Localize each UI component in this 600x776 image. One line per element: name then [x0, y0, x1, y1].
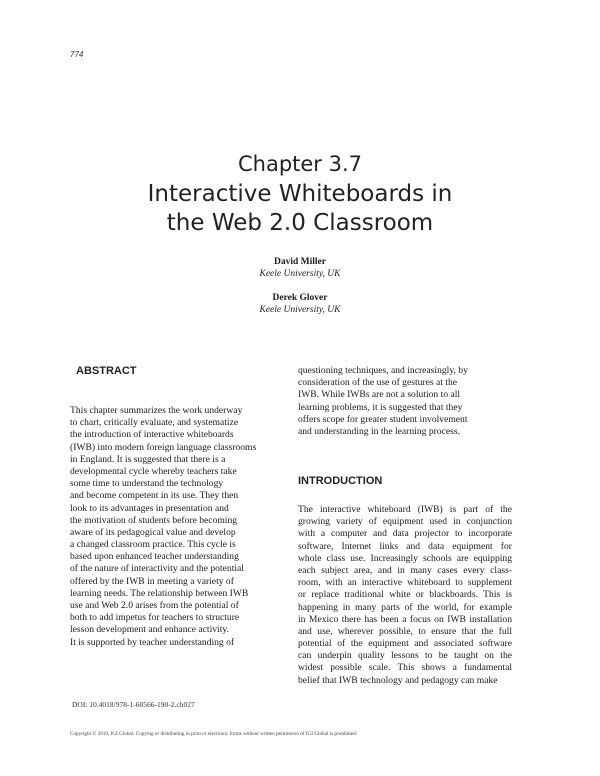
abstract-line: lesson development and enhance activity.	[70, 624, 229, 636]
title-line: the Web 2.0 Classroom	[166, 210, 434, 236]
introduction-line: and use, wherever possible, to ensure that the full	[298, 625, 512, 637]
abstract-line: a changed classroom practice. This cycle is	[70, 539, 236, 551]
abstract-line: (IWB) into modern foreign language classrooms	[70, 441, 257, 453]
introduction-line: The interactive whiteboard (IWB) is part of the	[298, 504, 512, 515]
introduction-line: whole class use. Increasingly schools are equipping	[298, 552, 512, 564]
abstract-body	[70, 405, 282, 649]
abstract-line: offered by the IWB in meeting a variety of	[70, 575, 234, 587]
abstract-line: developmental cycle whereby teachers take	[70, 465, 237, 477]
introduction-line: software, Internet links and data equipment for	[298, 540, 512, 552]
abstract-continued	[298, 365, 510, 438]
doi: DOI: 10.4018/978-1-60566-190-2.ch027	[72, 700, 195, 709]
author-name: Derek Glover	[272, 293, 328, 303]
author-affiliation: Keele University, UK	[259, 305, 341, 315]
introduction-line: or replace traditional white or blackboards. This is	[298, 589, 512, 601]
abstract-line: in England. It is suggested that there is a	[70, 453, 226, 465]
abstract-line: use and Web 2.0 arises from the potential of	[70, 600, 239, 611]
introduction-line: widest possible scale. This shows a fundamental	[298, 662, 512, 674]
abstract-line: and understanding in the learning process.	[298, 425, 460, 437]
abstract-line: questioning techniques, and increasingly, by	[298, 365, 468, 376]
abstract-line: consideration of the use of gestures at the	[298, 377, 458, 389]
author-block	[0, 292, 600, 316]
introduction-line: in Mexico there has been a focus on IWB installation	[298, 613, 512, 625]
introduction-line: growing variety of equipment used in conjunction	[298, 516, 512, 528]
abstract-line: It is supported by teacher understanding of	[70, 636, 235, 648]
introduction-line: belief that IWB technology and pedagogy can make	[298, 674, 498, 686]
abstract-line: offers scope for greater student involvement	[298, 413, 468, 425]
introduction-line: room, with an interactive whiteboard to supplement	[298, 577, 512, 589]
abstract-line: based upon enhanced teacher understanding	[70, 551, 239, 563]
abstract-line: and become competent in its use. They then	[70, 490, 239, 502]
author-block	[0, 256, 600, 280]
abstract-line: the motivation of students before becoming	[70, 514, 238, 526]
introduction-heading: INTRODUCTION	[298, 475, 383, 487]
chapter-title	[0, 180, 600, 238]
abstract-line: of the nature of interactivity and the potential	[70, 563, 244, 575]
copyright-notice: Copyright © 2010, IGI Global. Copying or distributing in print or electronic forms without written permission of IGI Global is prohibited.	[70, 731, 358, 737]
author-affiliation: Keele University, UK	[259, 269, 341, 279]
page-number: 774	[70, 50, 84, 59]
abstract-line: both to add impetus for teachers to structure	[70, 612, 240, 624]
abstract-line: to chart, critically evaluate, and systematize	[70, 417, 239, 429]
abstract-line: aware of its pedagogical value and develop	[70, 526, 236, 538]
introduction-line: can underpin quality lessons to be taught on the	[298, 650, 512, 662]
introduction-line: with a computer and data projector to incorporate	[298, 528, 512, 540]
introduction-body	[298, 504, 512, 687]
abstract-heading: ABSTRACT	[76, 365, 137, 377]
abstract-line: IWB. While IWBs are not a solution to all	[298, 389, 461, 401]
abstract-line: learning needs. The relationship between IWB	[70, 587, 249, 599]
chapter-number: Chapter 3.7	[237, 152, 363, 176]
abstract-line: look to its advantages in presentation and	[70, 502, 229, 514]
title-line: Interactive Whiteboards in	[147, 181, 453, 207]
abstract-line: some time to understand the technology	[70, 478, 224, 490]
abstract-line: the introduction of interactive whiteboards	[70, 429, 234, 441]
introduction-line: happening in many parts of the world, for example	[298, 601, 512, 613]
introduction-line: each subject area, and in many cases every class-	[298, 564, 512, 576]
introduction-line: potential of the equipment and associated software	[298, 638, 512, 650]
abstract-line: learning problems, it is suggested that they	[298, 401, 463, 413]
abstract-line: This chapter summarizes the work underway	[70, 405, 243, 416]
author-name: David Miller	[274, 257, 326, 267]
